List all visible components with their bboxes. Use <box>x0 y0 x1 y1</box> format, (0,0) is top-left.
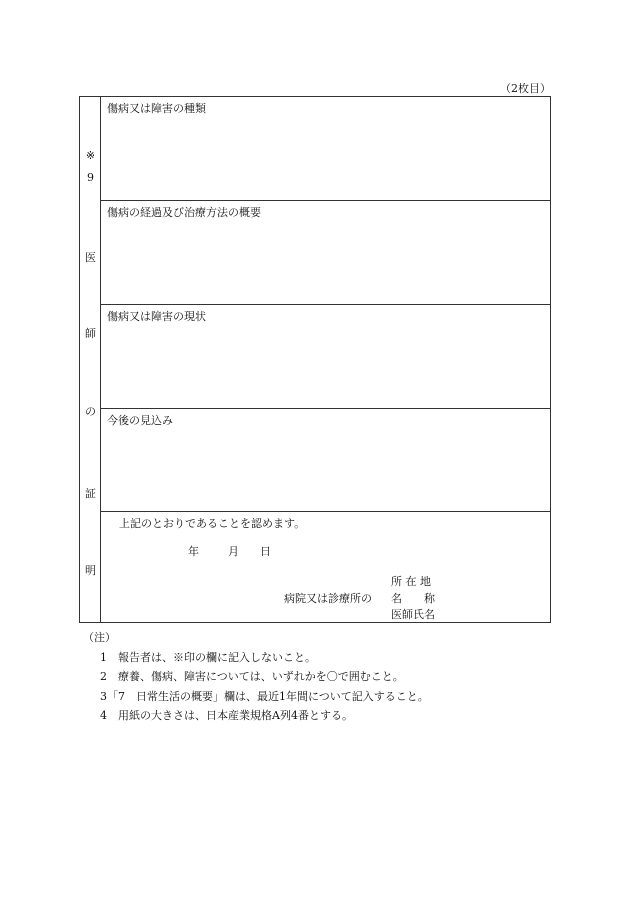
day-label[interactable]: 日 <box>260 545 271 558</box>
notes-title: （注） <box>83 631 116 644</box>
doctor-name-label: 医師氏名 <box>391 608 435 621</box>
notes <box>83 628 429 726</box>
side-number: 9 <box>87 171 94 184</box>
note-item: 1 報告者は、※印の欄に記入しないこと。 <box>100 650 316 664</box>
treatment-summary-section[interactable] <box>101 201 550 305</box>
address-label: 所 在 地 <box>391 575 431 588</box>
current-status-label: 傷病又は障害の現状 <box>107 310 206 323</box>
current-status-section[interactable] <box>101 305 550 409</box>
treatment-summary-label: 傷病の経過及び治療方法の概要 <box>107 206 261 219</box>
note-item: 2 療養、傷病、障害については、いずれかを〇で囲むこと。 <box>100 670 404 683</box>
doctor-certificate-form <box>79 96 551 623</box>
note-item: 4 用紙の大きさは、日本産業規格A列4番とする。 <box>100 709 353 722</box>
side-char: 明 <box>85 564 96 577</box>
injury-type-label: 傷病又は障害の種類 <box>107 102 206 115</box>
certification-section <box>101 512 550 622</box>
month-label[interactable]: 月 <box>228 545 239 558</box>
institution-label: 病院又は診療所の <box>284 592 372 605</box>
side-char: 証 <box>85 487 96 500</box>
prognosis-section[interactable] <box>101 409 550 512</box>
side-char: 師 <box>85 327 96 340</box>
side-mark: ※ <box>85 149 96 162</box>
injury-type-section[interactable] <box>101 97 550 201</box>
prognosis-label: 今後の見込み <box>107 414 173 427</box>
note-item: 3「7 日常生活の概要」欄は、最近1年間について記入すること。 <box>100 689 429 703</box>
certification-statement: 上記のとおりであることを認めます。 <box>119 517 306 530</box>
name-label: 名 称 <box>391 592 435 605</box>
page-number: （2枚目） <box>500 82 551 95</box>
side-char: の <box>85 405 96 418</box>
side-char: 医 <box>85 251 96 264</box>
year-label[interactable]: 年 <box>188 545 199 558</box>
side-label-column <box>80 97 101 622</box>
